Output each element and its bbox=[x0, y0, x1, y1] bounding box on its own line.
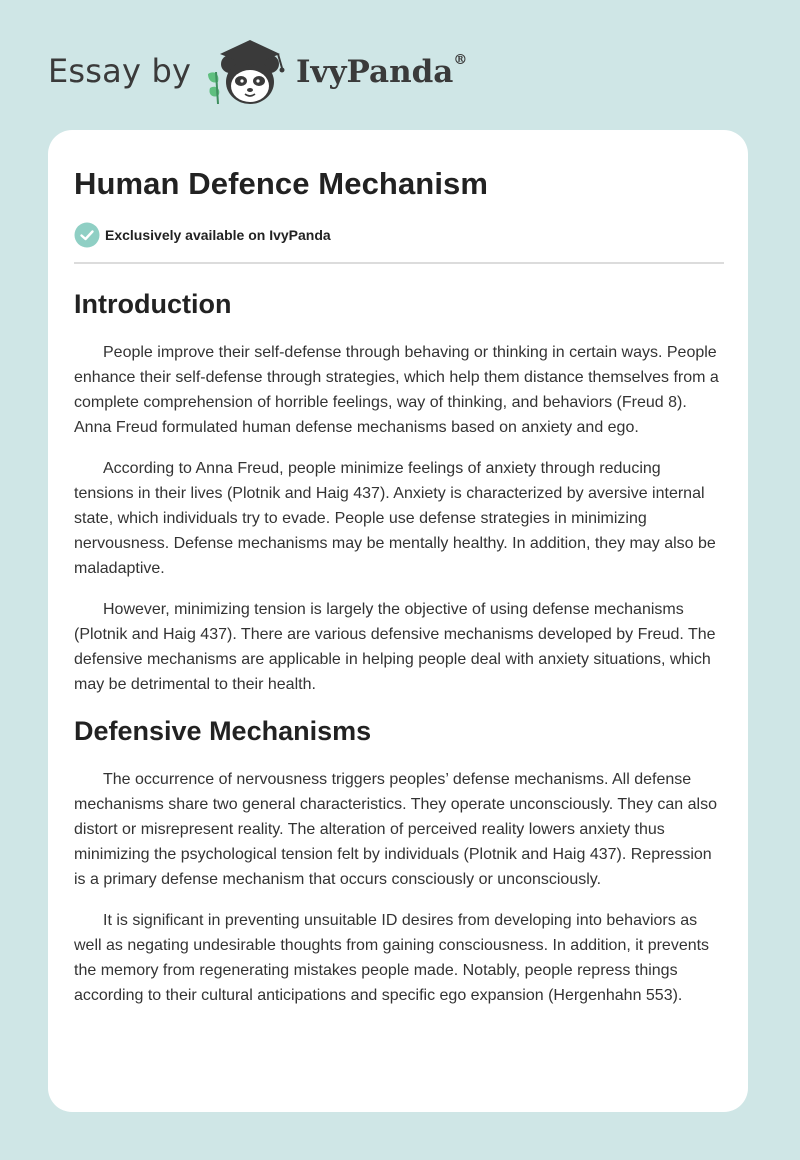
essay-content bbox=[74, 130, 724, 1008]
exclusive-badge-text: Exclusively available on IvyPanda bbox=[105, 227, 331, 243]
section-heading-introduction: Introduction bbox=[74, 289, 232, 319]
essay-title: Human Defence Mechanism bbox=[74, 166, 489, 201]
paragraph: It is significant in preventing unsuitable ID desires from developing into behaviors as well as negating undesirable thoughts from gaining consciousness. In addition, it prevents the memory from regenerating mistakes people made. Notably, people repress things according to their cultural anticipations and specific ego expansion (Hergenhahn 553). bbox=[74, 912, 710, 1004]
brand-prefix: Essay by bbox=[48, 52, 192, 90]
paragraph: The occurrence of nervousness triggers peoples’ defense mechanisms. All defense mechanisms share two general characteristics. They operate unconsciously. They can also distort or misrepresent reality. The alteration of perceived reality lowers anxiety thus minimizing the psychological tension felt by individuals (Plotnik and Haig 437). Repression is a primary defense mechanism that occurs consciously or unconsciously. bbox=[74, 771, 717, 888]
paragraph: According to Anna Freud, people minimize feelings of anxiety through reducing tensions in their lives (Plotnik and Haig 437). Anxiety is characterized by aversive internal state, which individuals try to evade. People use defense strategies in minimizing nervousness. Defense mechanisms may be mentally healthy. In addition, they may also be maladaptive. bbox=[74, 460, 716, 577]
essay-card bbox=[48, 130, 748, 1112]
exclusive-badge bbox=[74, 222, 724, 248]
paragraph: However, minimizing tension is largely the objective of using defense mechanisms (Plotnik and Haig 437). There are various defensive mechanisms developed by Freud. The defensive mechanisms are applicable in helping people deal with anxiety situations, which may be detrimental to their health. bbox=[74, 601, 716, 693]
title-divider bbox=[74, 262, 724, 264]
registered-mark: ® bbox=[453, 52, 468, 68]
check-badge-icon bbox=[74, 222, 100, 248]
brand-name[interactable]: IvyPanda® bbox=[296, 52, 468, 90]
brand-header bbox=[48, 34, 508, 110]
section-heading-defensive-mechanisms: Defensive Mechanisms bbox=[74, 716, 372, 746]
panda-graduation-cap-icon[interactable] bbox=[200, 34, 296, 110]
paragraph: People improve their self-defense through behaving or thinking in certain ways. People enhance their self-defense through strategies, which help them distance themselves from a complete comprehension of horrible feelings, way of thinking, and behaviors (Freud 8). Anna Freud formulated human defense mechanisms based on anxiety and ego. bbox=[74, 344, 719, 436]
